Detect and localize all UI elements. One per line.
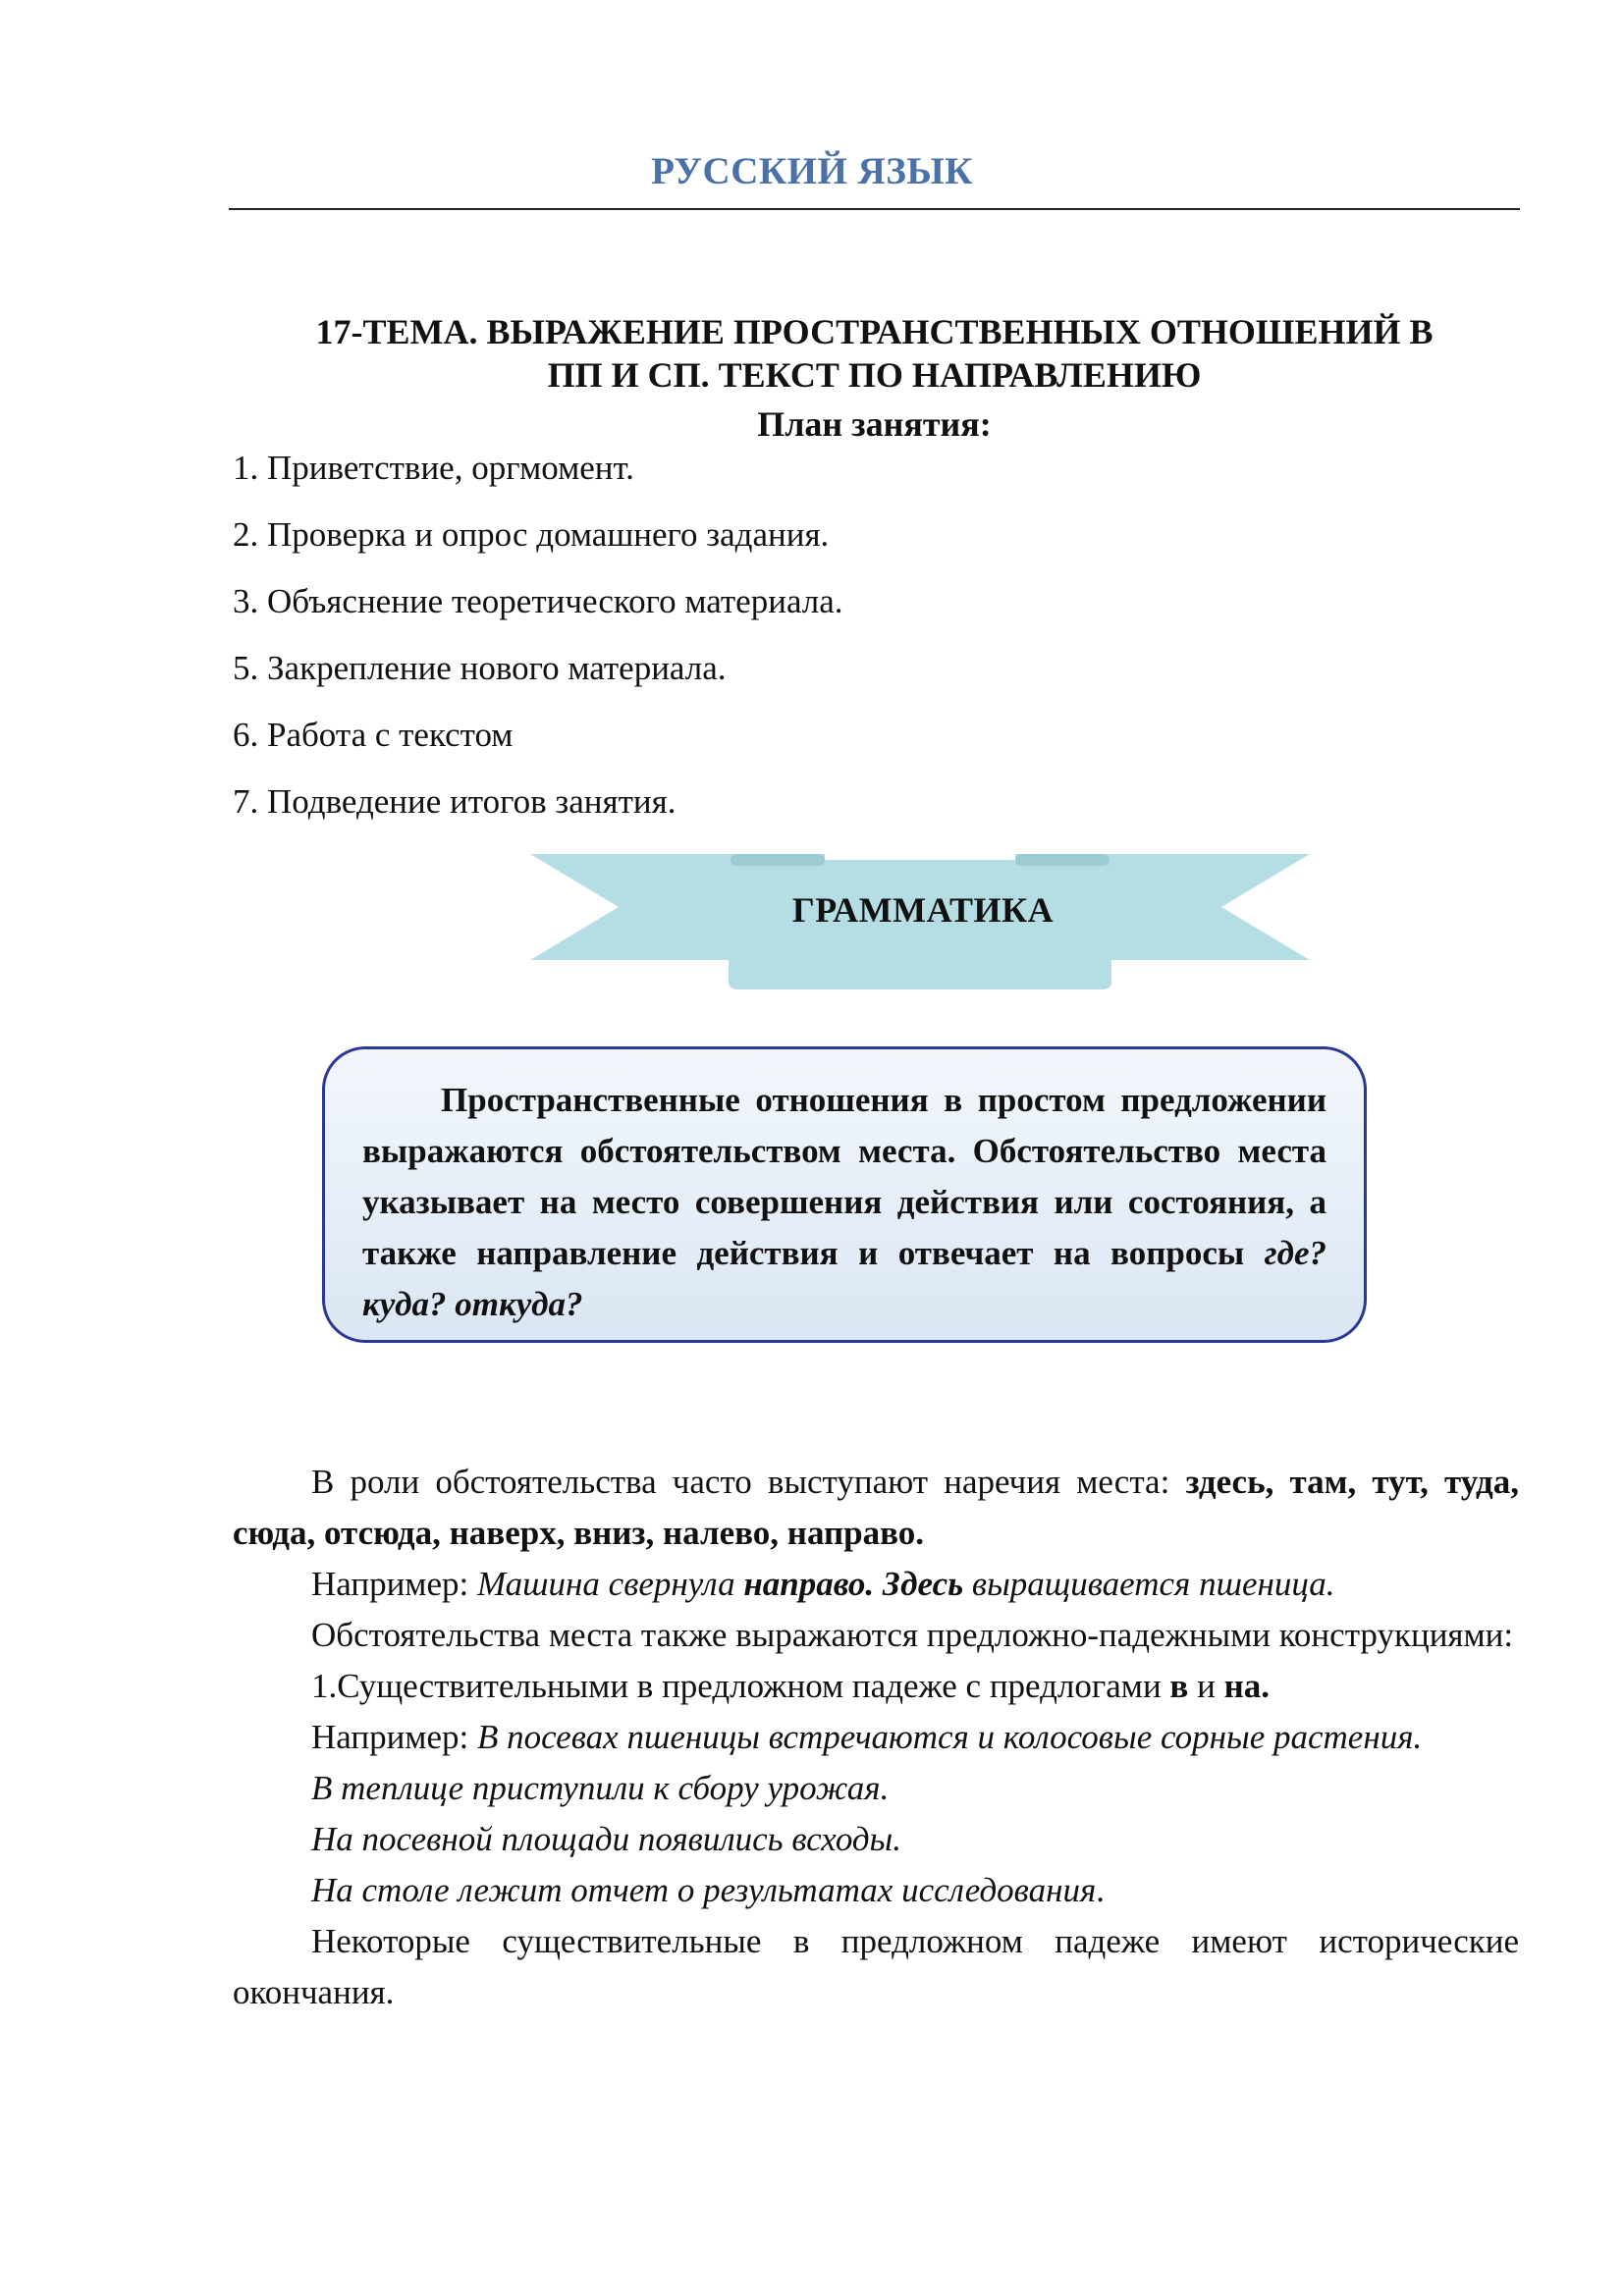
header-divider [229, 208, 1520, 210]
example-line: На посевной площади появились всходы. [311, 1820, 902, 1858]
paragraph-prepositional-case: 1.Существительными в предложном падеже с предлогами в и на. [311, 1667, 1270, 1705]
plan-item: 6. Работа с текстом [233, 716, 514, 754]
plan-item: 7. Подведение итогов занятия. [233, 782, 677, 821]
main-text [233, 1457, 1519, 2018]
example-adverbs: Например: Машина свернула направо. Здесь выращивается пшеница. [311, 1565, 1335, 1603]
paragraph-constructions: Обстоятельства места также выражаются предложно-падежными конструкциями: [311, 1616, 1514, 1654]
plan-item: 3. Объяснение теоретического материала. [233, 582, 843, 620]
page-header-subject: РУССКИЙ ЯЗЫК [651, 150, 973, 192]
lesson-title [229, 310, 1520, 397]
lesson-title-line-1: 17-ТЕМА. ВЫРАЖЕНИЕ ПРОСТРАНСТВЕННЫХ ОТНОШЕНИЙ В [315, 312, 1434, 351]
paragraph-historical-endings: Некоторые существительные в предложном падеже имеют исторические окончания. [233, 1922, 1519, 2011]
plan-item: 1. Приветствие, оргмомент. [233, 449, 634, 487]
lesson-title-line-2: ПП И СП. ТЕКСТ ПО НАПРАВЛЕНИЮ [547, 355, 1202, 395]
paragraph-adverbs: В роли обстоятельства часто выступают наречия места: здесь, там, тут, туда, сюда, отсюда, наверх, вниз, налево, направо. [233, 1463, 1519, 1552]
plan-item: 2. Проверка и опрос домашнего задания. [233, 515, 830, 554]
lesson-plan-list [233, 447, 843, 847]
example-prepositional-case: Например: В посевах пшеницы встречаются и колосовые сорные растения. [311, 1718, 1423, 1756]
plan-item: 5. Закрепление нового материала. [233, 649, 727, 687]
definition-box [322, 1046, 1367, 1343]
plan-heading: План занятия: [757, 404, 992, 444]
example-line: На столе лежит отчет о результатах исследования. [311, 1871, 1105, 1909]
section-label: ГРАММАТИКА [791, 890, 1055, 930]
example-line: В теплице приступили к сбору урожая. [311, 1769, 890, 1807]
definition-text: Пространственные отношения в простом предложении выражаются обстоятельством места. Обстоятельство места указывает на место совершения действия или состояния, а также направление действия и отвечает на вопросы где? куда? откуда? [362, 1081, 1326, 1323]
definition-questions: где? куда? откуда? [362, 1234, 1326, 1323]
